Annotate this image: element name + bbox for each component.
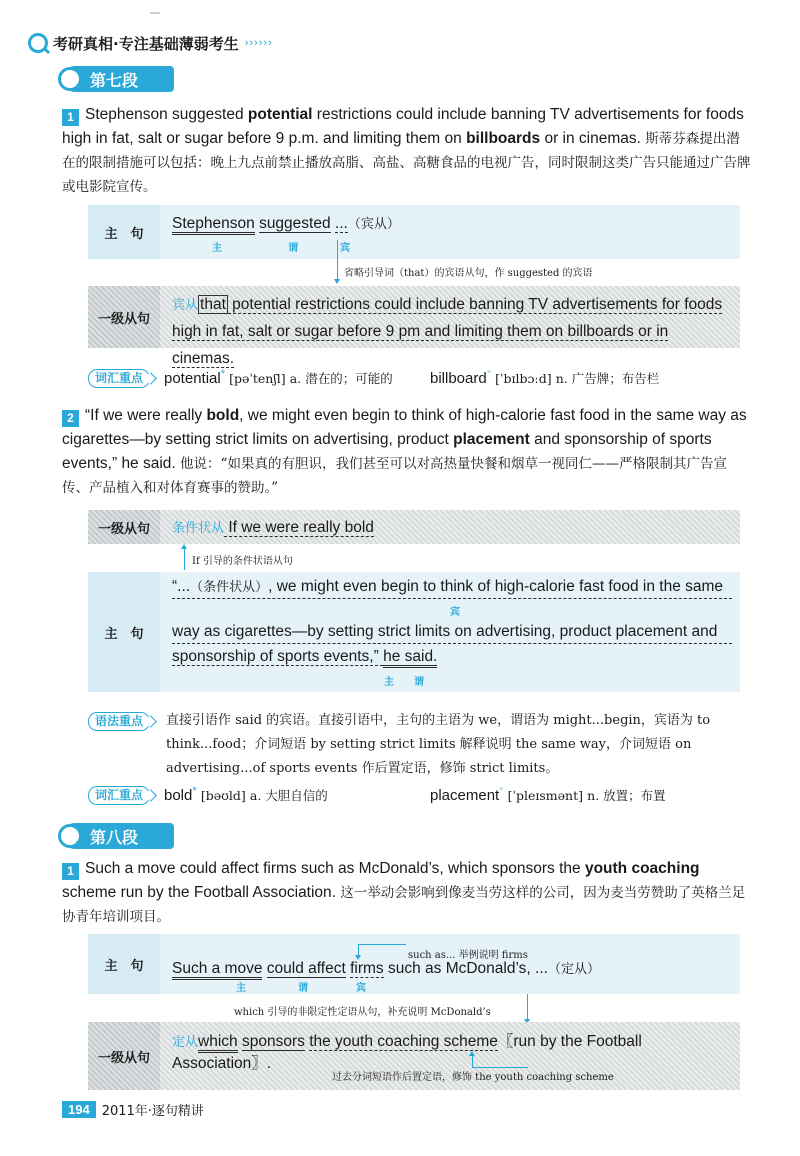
zh-translation: 斯蒂芬森提出潜在的限制措施可以包括：晚上九点前禁止播放高脂、高盐、高糖食品的电视广告，同时限制这类广告只能通过广告牌或电影院宣传。 (62, 131, 751, 195)
keyword: billboards (466, 130, 541, 147)
label-predicate: 谓 (414, 677, 424, 688)
analysis-sub-clause-3 (88, 1022, 740, 1090)
clause-tag: （条件状从） (190, 579, 269, 594)
arrow-down-icon (334, 279, 340, 284)
section-q-icon (58, 67, 82, 91)
subject-word: Stephenson (172, 215, 255, 235)
grammar-text: 直接引语作 said 的宾语。直接引语中，主句的主语为 we，谓语为 might...begin，宾语为 to think...food；介词短语 by setting strict limits 解释说明 the same way，介词短语 on advertising...of sports events 作后置定语，修饰 strict limits。 (166, 713, 711, 776)
section-title-text: 第八段 (90, 827, 139, 847)
annotation-note: which 引导的非限定性定语从句，补充说明 McDonald’s (234, 1007, 491, 1018)
pill-vocab: 词汇重点 (88, 369, 150, 388)
keyword: bold (206, 407, 240, 424)
clause-label: 一级从句 (88, 1022, 160, 1090)
keyword: youth coaching (584, 860, 700, 877)
phonetic: [ˈbɪlbɔːd] (495, 371, 552, 386)
clause-line: sponsorship of sports events,” (172, 648, 384, 665)
object-placeholder: ... (334, 215, 348, 232)
section-title-text: 第七段 (90, 70, 139, 90)
label-predicate: 谓 (298, 983, 308, 994)
label-subject: 主 (384, 677, 394, 688)
star-icon: * (220, 368, 225, 380)
clause-content (172, 958, 732, 978)
predicate-word: suggested (259, 215, 331, 232)
keyword: placement (453, 431, 530, 448)
annotation-note: If 引导的条件状语从句 (192, 556, 293, 567)
header-title: 考研真相·专注基础薄弱考生 (53, 34, 239, 53)
clause-content (172, 1029, 732, 1073)
magnifier-logo-icon (28, 33, 48, 53)
header-arrows-icon: ›››››› (244, 37, 273, 49)
clause-line: If we were really bold (224, 519, 374, 536)
clause-tag: （宾从） (347, 216, 400, 231)
clause-label: 一级从句 (88, 510, 160, 544)
arrow-down-icon (355, 955, 361, 960)
quote-start: “... (172, 578, 191, 595)
omitted-conjunction: that (200, 296, 226, 313)
clause-line: way as cigarettes—by setting strict limits on advertising, product placement and (172, 621, 732, 644)
connector-line (472, 1054, 473, 1068)
clause-label: 主 句 (88, 934, 160, 994)
en-text: or in cinemas. (540, 130, 646, 147)
vocab-word: potential (164, 370, 221, 387)
keyword: potential (247, 106, 313, 123)
section-title-7 (62, 66, 174, 92)
vocab-entry (164, 785, 328, 804)
clause-label: 一级从句 (88, 286, 160, 348)
label-subject: 主 (212, 243, 222, 254)
analysis-sub-clause-2 (88, 510, 740, 544)
vocab-entry (430, 785, 666, 804)
connector-line (358, 944, 406, 945)
pill-grammar: 语法重点 (88, 712, 150, 731)
connector-line (337, 240, 338, 280)
page-footer (62, 1100, 204, 1119)
clause-tag: （定从） (547, 961, 600, 976)
phonetic: [pəˈtenʃl] (229, 371, 286, 386)
clause-tag: 条件状从 (172, 520, 225, 535)
analysis-main-clause-1 (88, 205, 740, 259)
gloss: n. 放置；布置 (587, 788, 666, 803)
subject-predicate: he said. (383, 648, 437, 668)
clause-line: , we might even begin to think of high-calorie fast food in the same (268, 578, 724, 595)
pill-vocab: 词汇重点 (88, 786, 150, 805)
en-text: Such a move could affect firms such as McDonald’s, which sponsors the (85, 860, 585, 877)
star-icon: * (192, 785, 197, 797)
clause-label: 主 句 (88, 572, 160, 692)
en-text: , we might even begin to think of high-calorie fast food in the same way as cigarettes—by setting strict limits on advertising, product (62, 407, 747, 448)
sentence-8-1 (62, 857, 752, 929)
relative-pronoun: which (198, 1033, 238, 1053)
clause-tag: 定从 (172, 1034, 199, 1049)
annotation-note: 省略引导词（that）的宾语从句，作 suggested 的宾语 (344, 268, 593, 279)
en-text: Stephenson suggested (85, 106, 248, 123)
vocab-entry (430, 368, 659, 387)
analysis-main-clause-3 (88, 934, 740, 994)
object-word: firms (350, 960, 384, 977)
star-icon: * (499, 785, 504, 797)
en-text: scheme run by the Football Association. (62, 884, 341, 901)
connector-line (527, 994, 528, 1020)
phonetic: [ˈpleɪsmənt] (507, 788, 583, 803)
sentence-7-2 (62, 404, 752, 500)
arrow-up-icon (469, 1051, 475, 1056)
en-text: and sponsorship of sports events,” he said. (62, 431, 712, 472)
section-q-icon (58, 824, 82, 848)
clause-tag: 宾从 (172, 297, 199, 312)
label-subject: 主 (236, 983, 246, 994)
reporting-clause (383, 648, 437, 668)
annotation-note: such as... 举例说明 firms (408, 950, 528, 961)
label-object: 宾 (450, 607, 460, 618)
clause-content (172, 517, 732, 537)
sentence-number: 1 (62, 109, 79, 126)
vocab-word: bold (164, 787, 193, 804)
label-predicate: 谓 (288, 243, 298, 254)
arrow-up-icon (181, 544, 187, 549)
gloss: n. 广告牌；布告栏 (555, 371, 660, 386)
subject-word: Such a move (172, 960, 262, 980)
predicate-word: sponsors (241, 1033, 305, 1050)
star-icon: * (486, 368, 491, 380)
annotation-note: 过去分词短语作后置定语，修饰 the youth coaching scheme (332, 1072, 614, 1083)
vocab-entry (164, 368, 393, 387)
clause-content (172, 291, 732, 372)
vocab-word: billboard (430, 370, 487, 387)
object-phrase: the youth coaching scheme (309, 1033, 498, 1050)
analysis-main-clause-2 (88, 572, 740, 692)
sentence-number: 2 (62, 410, 79, 427)
sentence-number: 1 (62, 863, 79, 880)
clause-line: such as McDonald’s, ... (383, 960, 548, 977)
en-text: “If we were really (85, 407, 207, 424)
label-object: 宾 (340, 243, 350, 254)
section-title-8 (62, 823, 174, 849)
phonetic: [bəʊld] (200, 788, 246, 803)
scan-mark (150, 12, 160, 14)
gloss: a. 大胆自信的 (249, 788, 328, 803)
grammar-explanation (166, 708, 746, 780)
zh-translation: 他说：“如果真的有胆识，我们甚至可以对高热量快餐和烟草一视同仁——严格限制其广告宣传、产品植入和对体育赛事的赞助。” (62, 456, 727, 496)
clause-line: high in fat, salt or sugar before 9 pm and limiting them on billboards or in cinemas. (172, 323, 669, 367)
clause-content (172, 213, 732, 233)
analysis-sub-clause-1 (88, 286, 740, 367)
running-header (28, 30, 273, 56)
participle-phrase: 〖run by the Football Association〗. (172, 1033, 642, 1072)
gloss: a. 潜在的；可能的 (289, 371, 393, 386)
connector-line (184, 546, 185, 570)
label-object: 宾 (356, 983, 366, 994)
zh-translation: 这一举动会影响到像麦当劳这样的公司，因为麦当劳赞助了英格兰足协青年培训项目。 (62, 885, 746, 925)
clause-line: potential restrictions could include banning TV advertisements for foods (227, 296, 723, 313)
clause-content (172, 576, 732, 668)
page-number: 194 (62, 1101, 96, 1118)
predicate-word: could affect (266, 960, 346, 977)
vocab-word: placement (430, 787, 500, 804)
sentence-7-1 (62, 103, 752, 199)
en-text: restrictions could include banning TV advertisements for foods high in fat, salt or sugar before 9 p.m. and limiting them on (62, 106, 744, 147)
clause-label: 主 句 (88, 205, 160, 259)
footer-text: 2011年·逐句精讲 (101, 1104, 204, 1119)
